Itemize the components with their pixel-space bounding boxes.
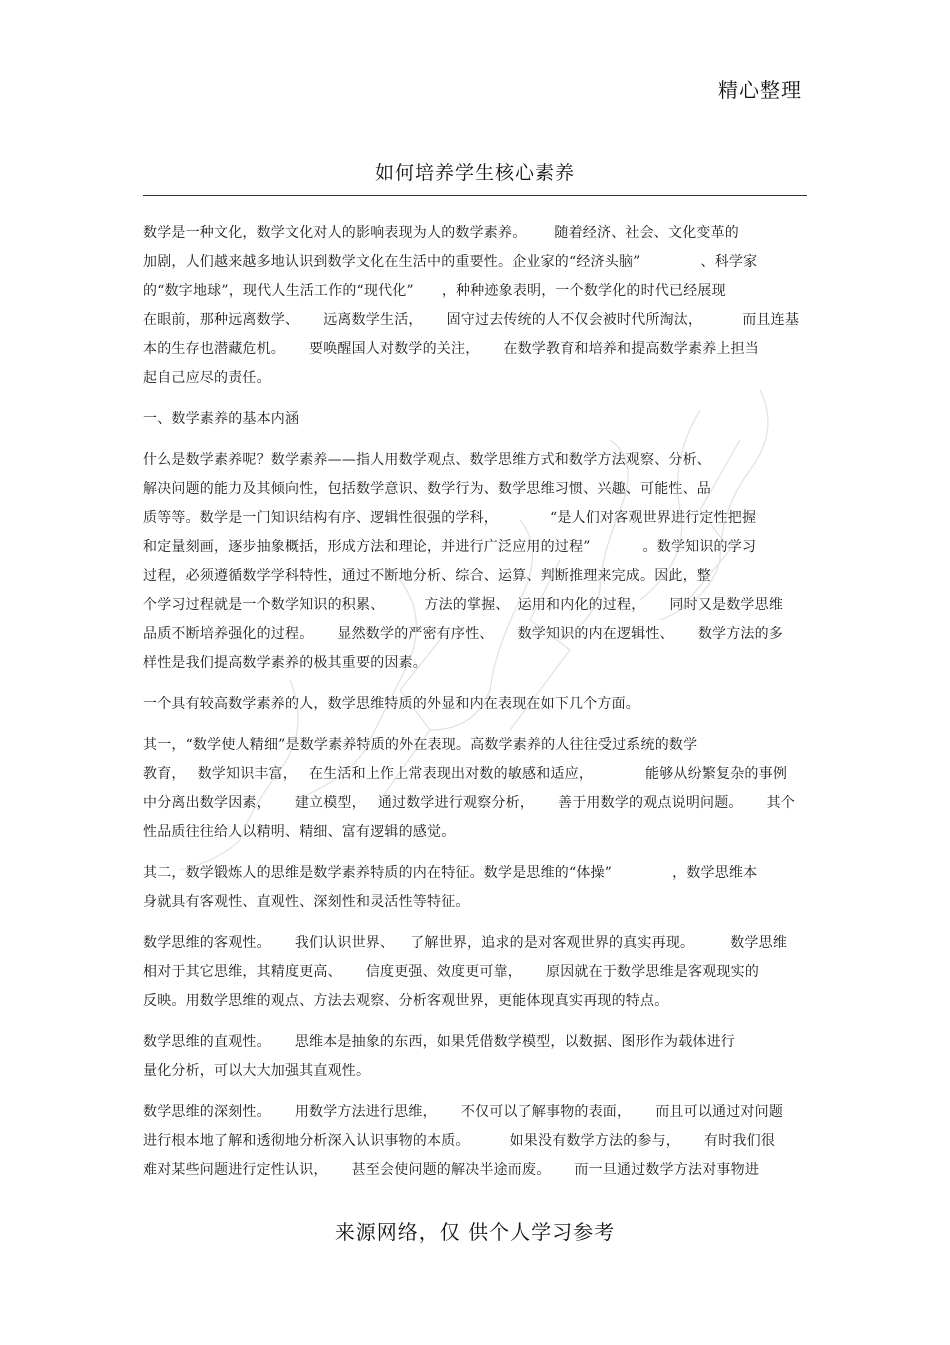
text-segment: 量化分析，可以大大加强其直观性。 <box>143 1063 371 1079</box>
text-segment: 而一旦通过数学方法对事物进 <box>574 1162 760 1178</box>
text-line <box>143 367 807 396</box>
text-segment: 如果没有数学方法的参与， <box>509 1133 681 1149</box>
text-segment: 质等等。数学是一门知识结构有序、逻辑性很强的学科， <box>143 510 498 526</box>
text-segment: 建立模型， <box>294 795 366 811</box>
text-segment: 身就具有客观性、直观性、深刻性和灵活性等特征。 <box>143 894 470 910</box>
text-segment: 其个 <box>766 795 796 811</box>
text-segment: 思维本是抽象的东西，如果凭借数学模型，以数据、图形作为载体进行 <box>294 1034 736 1050</box>
paragraph-gap <box>143 437 807 449</box>
text-line <box>143 862 807 891</box>
paragraph-gap <box>143 1019 807 1031</box>
text-segment: 加剧，人们越来越多地认识到数学文化在生活中的重要性。企业家的“经济头脑” <box>143 254 641 270</box>
text-segment: 起自己应尽的责任。 <box>143 370 271 386</box>
text-segment: 通过数学进行观察分析， <box>377 795 535 811</box>
text-segment: 数学思维 <box>730 935 788 951</box>
text-line <box>143 309 807 338</box>
text-segment: 在眼前，那种远离数学、 <box>143 312 300 328</box>
header-note: 精心整理 <box>718 78 802 102</box>
text-segment: 难对某些问题进行定性认识， <box>143 1162 328 1178</box>
text-segment: 方法的掌握、 <box>424 597 510 613</box>
paragraph-gap <box>143 920 807 932</box>
paragraph-gap <box>143 722 807 734</box>
text-segment: 甚至会使问题的解决半途而废。 <box>351 1162 551 1178</box>
text-segment: 解决问题的能力及其倾向性，包括数学意识、数学行为、数学思维习惯、兴趣、可能性、品 <box>143 481 711 497</box>
paragraph-gap <box>143 850 807 862</box>
text-line <box>143 693 807 722</box>
text-segment: 有时我们很 <box>704 1133 776 1149</box>
text-segment: 在生活和上作上常表现出对数的敏感和适应， <box>309 766 594 782</box>
document-title: 如何培养学生核心素养 <box>374 162 575 184</box>
text-segment: ，种种迹象表明，一个数学化的时代已经展现 <box>441 283 726 299</box>
text-segment: 中分离出数学因素， <box>143 795 271 811</box>
text-segment: 反映。用数学思维的观点、方法去观察、分析客观世界，更能体现真实再现的特点。 <box>143 993 669 1009</box>
text-segment: 样性是我们提高数学素养的极其重要的因素。 <box>143 655 427 671</box>
text-segment: 在数学教育和培养和提高数学素养上担当 <box>503 341 760 357</box>
text-segment: 运用和内化的过程， <box>517 597 646 613</box>
text-line <box>143 280 807 309</box>
text-segment: 原因就在于数学思维是客观现实的 <box>546 964 760 980</box>
text-segment: 品质不断培养强化的过程。 <box>143 626 314 642</box>
text-line <box>143 652 807 681</box>
text-segment: 进行根本地了解和透彻地分析深入认识事物的本质。 <box>143 1133 470 1149</box>
paragraph-gap <box>143 1089 807 1101</box>
text-line <box>143 932 807 961</box>
text-segment: 固守过去传统的人不仅会被时代所淘汰， <box>446 312 703 328</box>
text-segment: 显然数学的严密有序性、 <box>337 626 494 642</box>
paragraph-gap <box>143 396 807 408</box>
text-line <box>143 536 807 565</box>
text-line <box>143 961 807 990</box>
text-segment: 其一，“数学使人精细”是数学素养特质的外在表现。高数学素养的人往往受过系统的数学 <box>143 737 698 753</box>
text-segment: 教育， <box>143 766 186 782</box>
text-line <box>143 1060 807 1089</box>
text-segment: 一、数学素养的基本内涵 <box>143 411 300 427</box>
text-segment: 而且可以通过对问题 <box>655 1104 784 1120</box>
text-line <box>143 507 807 536</box>
paragraph-gap <box>143 681 807 693</box>
text-line <box>143 1159 807 1188</box>
text-line <box>143 408 807 437</box>
text-line <box>143 990 807 1019</box>
text-segment: 什么是数学素养呢？数学素养——指人用数学观点、数学思维方式和数学方法观察、分析、 <box>143 452 711 468</box>
text-segment: 随着经济、社会、文化变革的 <box>554 225 740 241</box>
text-segment: 的“数字地球”，现代人生活工作的“现代化” <box>143 283 414 299</box>
text-line <box>143 449 807 478</box>
text-segment: 要唤醒国人对数学的关注， <box>309 341 480 357</box>
footer-note: 来源网络，仅 供个人学习参考 <box>334 1220 616 1244</box>
text-line <box>143 623 807 652</box>
text-segment: “是人们对客观世界进行定性把握 <box>550 510 757 526</box>
text-segment: 数学知识的内在逻辑性、 <box>517 626 674 642</box>
text-segment: 本的生存也潜藏危机。 <box>143 341 285 357</box>
text-segment: 远离数学生活， <box>323 312 423 328</box>
text-segment: 和定量刻画，逐步抽象概括，形成方法和理论，并进行广泛应用的过程” <box>143 539 591 555</box>
text-line <box>143 1101 807 1130</box>
text-segment: 数学思维的客观性。 <box>143 935 271 951</box>
text-line <box>143 734 807 763</box>
text-line <box>143 222 807 251</box>
text-line <box>143 1130 807 1159</box>
text-segment: 同时又是数学思维 <box>669 597 784 613</box>
text-segment: 数学知识丰富， <box>197 766 298 782</box>
text-segment: 个学习过程就是一个数学知识的积累、 <box>143 597 385 613</box>
text-segment: 用数学方法进行思维， <box>294 1104 437 1120</box>
text-line <box>143 792 807 821</box>
text-segment: 善于用数学的观点说明问题。 <box>558 795 743 811</box>
document-body <box>143 222 807 1188</box>
text-line <box>143 478 807 507</box>
text-segment: 不仅可以了解事物的表面， <box>460 1104 632 1120</box>
text-line <box>143 594 807 623</box>
text-segment: 其二，数学锻炼人的思维是数学素养特质的内在特征。数学是思维的“体操” <box>143 865 613 881</box>
text-segment: 过程，必须遵循数学学科特性，通过不断地分析、综合、运算、判断推理来完成。因此，整 <box>143 568 711 584</box>
text-segment: 。数学知识的学习 <box>642 539 757 555</box>
text-segment: 能够从纷繁复杂的事例 <box>645 766 788 782</box>
text-segment: 一个具有较高数学素养的人，数学思维特质的外显和内在表现在如下几个方面。 <box>143 696 640 712</box>
text-line <box>143 251 807 280</box>
text-segment: 数学思维的深刻性。 <box>143 1104 271 1120</box>
text-line <box>143 821 807 850</box>
text-segment: 性品质往往给人以精明、精细、富有逻辑的感觉。 <box>143 824 456 840</box>
text-segment: 而且连基 <box>742 312 800 328</box>
text-segment: 、科学家 <box>700 254 758 270</box>
title-divider <box>143 195 807 196</box>
text-segment: 我们认识世界、 <box>294 935 395 951</box>
text-line <box>143 1031 807 1060</box>
text-segment: 数学方法的多 <box>697 626 784 642</box>
text-segment: 了解世界，追求的是对客观世界的真实再现。 <box>410 935 695 951</box>
text-line <box>143 338 807 367</box>
text-segment: 数学思维的直观性。 <box>143 1034 271 1050</box>
text-line <box>143 565 807 594</box>
text-segment: ，数学思维本 <box>672 865 758 881</box>
text-segment: 信度更强、效度更可靠， <box>365 964 523 980</box>
text-line <box>143 763 807 792</box>
text-line <box>143 891 807 920</box>
text-segment: 数学是一种文化，数学文化对人的影响表现为人的数学素养。 <box>143 225 527 241</box>
text-segment: 相对于其它思维，其精度更高、 <box>143 964 342 980</box>
